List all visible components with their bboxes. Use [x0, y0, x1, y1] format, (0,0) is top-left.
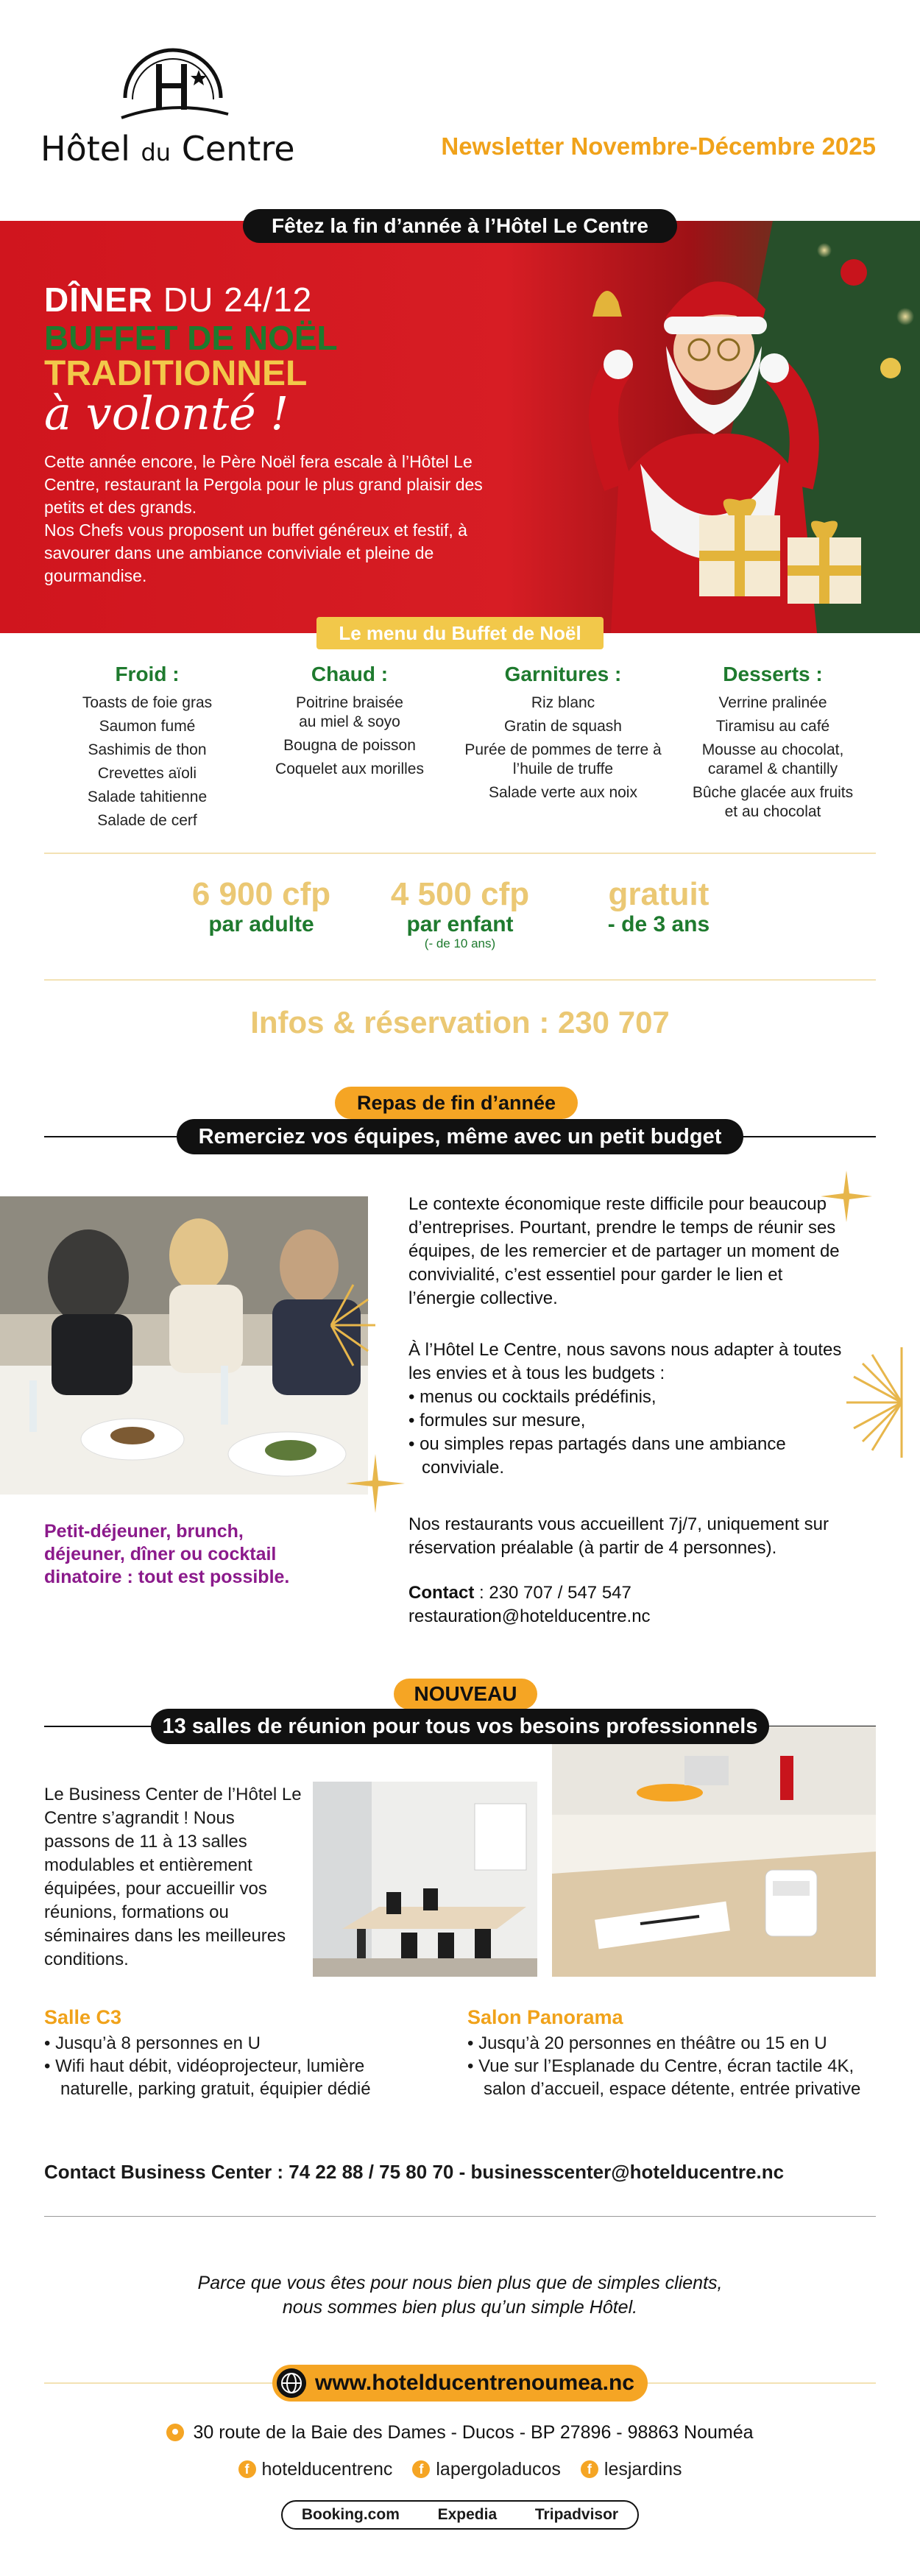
santa-illustration: [508, 221, 920, 633]
divider: [44, 2216, 876, 2217]
xmas-description: [44, 451, 486, 587]
a-volonte-script: à volonté !: [44, 387, 289, 440]
starburst-icon: [846, 1347, 920, 1458]
list-item: • Jusqu’à 20 personnes en théâtre ou 15 en U: [467, 2033, 827, 2053]
repas-paragraph-3: Nos restaurants vous accueillent 7j/7, uniquement sur réservation préalable (à partir de 4 personnes).: [408, 1514, 829, 1558]
salon-panorama-image: [552, 1726, 876, 1977]
menu-item: Poitrine braisée au miel & soyo: [296, 694, 403, 730]
dinner-photo-image: [0, 1196, 368, 1495]
xmas-desc-2: Nos Chefs vous proposent un buffet généreux et festif, à savourer dans une ambiance conviviale et pleine de gourmandise.: [44, 521, 467, 585]
salon-panorama-photo: [552, 1726, 876, 1977]
social-link-lapergoladucos[interactable]: f lapergoladucos: [412, 2459, 561, 2480]
social-links: [0, 2459, 920, 2480]
traditionnel-title: TRADITIONNEL: [44, 354, 308, 393]
partner-tripadvisor[interactable]: Tripadvisor: [534, 2506, 619, 2523]
starburst-icon: [324, 1281, 375, 1369]
facebook-icon: f: [581, 2460, 598, 2478]
menu-item: Toasts de foie gras: [82, 694, 213, 711]
list-item: • Wifi haut débit, vidéoprojecteur, lumière naturelle, parking gratuit, équipier dédié: [44, 2056, 371, 2099]
partner-expedia[interactable]: Expedia: [437, 2506, 498, 2523]
xmas-desc-1: Cette année encore, le Père Noël fera escale à l’Hôtel Le Centre, restaurant la Pergola pour le plus grand plaisir des petits et des grands.: [44, 452, 483, 517]
newsletter-title: Newsletter Novembre-Décembre 2025: [441, 133, 876, 160]
menu-item: Bougna de poisson: [283, 737, 416, 754]
list-item: • menus ou cocktails prédéfinis,: [408, 1387, 657, 1407]
list-item: • ou simples repas partagés dans une ambiance conviviale.: [408, 1434, 786, 1478]
reservation-info[interactable]: Infos & réservation : 230 707: [250, 1005, 670, 1040]
list-item: • formules sur mesure,: [408, 1411, 586, 1430]
price-amount: 4 500 cfp: [390, 876, 530, 912]
price-who: par adulte: [208, 912, 314, 936]
website-url: www.hotelducentrenoumea.nc: [315, 2371, 634, 2395]
salle-c3-photo: [313, 1782, 537, 1977]
list-item: • Vue sur l’Esplanade du Centre, écran tactile 4K, salon d’accueil, espace détente, entrée privative: [467, 2056, 861, 2099]
price-note: (- de 10 ans): [424, 936, 496, 950]
salle-c3-features: [44, 2032, 427, 2100]
price-child: [364, 876, 556, 951]
menu-item: Riz blanc: [531, 694, 595, 711]
business-center-contact[interactable]: Contact Business Center : 74 22 88 / 75 80 70 - businesscenter@hotelducentre.nc: [44, 2161, 785, 2183]
menu-item: Purée de pommes de terre à l’huile de truffe: [464, 741, 662, 777]
repas-caption: Petit-déjeuner, brunch, déjeuner, dîner ou cocktail dinatoire : tout est possible.: [44, 1521, 290, 1587]
hotel-name: Hôtel du Centre: [40, 129, 295, 169]
menu-col-title: Garnitures :: [504, 663, 622, 685]
menu-item: Tiramisu au café: [715, 718, 830, 735]
menu-col-froid: [44, 663, 250, 835]
nouveau-tag: NOUVEAU: [394, 1679, 537, 1709]
contact-phone[interactable]: : 230 707 / 547 547: [474, 1583, 631, 1603]
menu-col-title: Chaud :: [311, 663, 389, 685]
price-who: - de 3 ans: [607, 912, 710, 936]
header: [0, 0, 920, 214]
menu-col-title: Froid :: [115, 663, 180, 685]
menu-item: Saumon fumé: [99, 718, 196, 735]
price-toddler: [563, 876, 754, 936]
address: [0, 2422, 920, 2443]
menu-item: Mousse au chocolat, caramel & chantilly: [701, 741, 844, 777]
menu-item: Crevettes aïoli: [97, 765, 197, 782]
menu-item: Gratin de squash: [504, 718, 622, 735]
address-text: 30 route de la Baie des Dames - Ducos - BP 27896 - 98863 Nouméa: [193, 2422, 754, 2443]
buffet-title: BUFFET DE NOËL: [44, 319, 338, 357]
menu-item: Salade verte aux noix: [489, 784, 637, 801]
closing-quote: [0, 2271, 920, 2320]
salon-panorama-features: [467, 2032, 865, 2100]
repas-paragraph-2: [408, 1338, 843, 1480]
booking-partners: [281, 2500, 639, 2530]
price-who: par enfant: [406, 912, 514, 936]
hotel-logo-icon: [110, 40, 236, 129]
menu-col-desserts: [670, 663, 876, 826]
contact-label: Contact: [408, 1583, 475, 1603]
divider: [44, 853, 876, 854]
repas-tag: Repas de fin d’année: [335, 1087, 578, 1119]
facebook-icon: f: [238, 2460, 256, 2478]
xmas-banner-pill: Fêtez la fin d’année à l’Hôtel Le Centre: [243, 209, 677, 243]
salon-panorama-title: Salon Panorama: [467, 2006, 623, 2028]
social-link-hotelducentrenc[interactable]: f hotelducentrenc: [238, 2459, 393, 2480]
repas-title: Remerciez vos équipes, même avec un petit budget: [177, 1119, 743, 1154]
menu-col-garnitures: [460, 663, 666, 807]
repas-paragraph-1: Le contexte économique reste difficile pour beaucoup d’entreprises. Pourtant, prendre le temps de réunir ses équipes, de les remercier et de partager un moment de convivialité, c’est essentiel pour garder le lien et l’énergie collective.: [408, 1194, 840, 1308]
menu-item: Salade de cerf: [97, 812, 197, 829]
hotel-logo[interactable]: [40, 40, 313, 173]
menu-item: Salade tahitienne: [87, 788, 208, 805]
globe-icon: [277, 2368, 306, 2398]
price-adult: [166, 876, 357, 936]
menu-item: Bûche glacée aux fruits et au chocolat: [692, 784, 854, 820]
diner-title: DÎNER DU 24/12: [44, 280, 313, 319]
sparkle-icon: [346, 1454, 405, 1513]
dinner-photo: [0, 1196, 368, 1495]
social-link-lesjardins[interactable]: f lesjardins: [581, 2459, 682, 2480]
repas-bullets: [408, 1386, 843, 1480]
menu-col-chaud: [258, 663, 442, 783]
divider: [44, 979, 876, 981]
price-amount: gratuit: [608, 876, 710, 912]
menu-col-title: Desserts :: [723, 663, 823, 685]
business-center-intro: Le Business Center de l’Hôtel Le Centre s’agrandit ! Nous passons de 11 à 13 salles modulables et entièrement équipées, pour accueillir vos réunions, formations ou séminaires dans les meilleures conditions.: [44, 1785, 302, 1969]
salle-c3-title: Salle C3: [44, 2006, 122, 2028]
price-amount: 6 900 cfp: [191, 876, 331, 912]
salle-c3-image: [313, 1782, 537, 1977]
buffet-menu: [44, 663, 876, 839]
location-pin-icon: [166, 2424, 184, 2441]
repas-p2: À l’Hôtel Le Centre, nous savons nous adapter à toutes les envies et à tous les budgets :: [408, 1340, 842, 1383]
menu-item: Verrine pralinée: [718, 694, 827, 711]
menu-item: Sashimis de thon: [88, 741, 207, 758]
list-item: • Jusqu’à 8 personnes en U: [44, 2033, 261, 2053]
repas-contact: [408, 1581, 843, 1628]
christmas-dinner-banner: [0, 221, 920, 633]
menu-pill: Le menu du Buffet de Noël: [316, 617, 604, 649]
quote-line-2: nous sommes bien plus qu’un simple Hôtel.: [282, 2297, 638, 2318]
contact-email[interactable]: restauration@hotelducentre.nc: [408, 1606, 651, 1626]
facebook-icon: f: [412, 2460, 430, 2478]
quote-line-1: Parce que vous êtes pour nous bien plus que de simples clients,: [197, 2273, 723, 2293]
website-link[interactable]: [272, 2365, 648, 2402]
menu-item: Coquelet aux morilles: [275, 761, 424, 777]
partner-booking[interactable]: Booking.com: [301, 2506, 400, 2523]
salles-title: 13 salles de réunion pour tous vos besoins professionnels: [151, 1709, 769, 1744]
